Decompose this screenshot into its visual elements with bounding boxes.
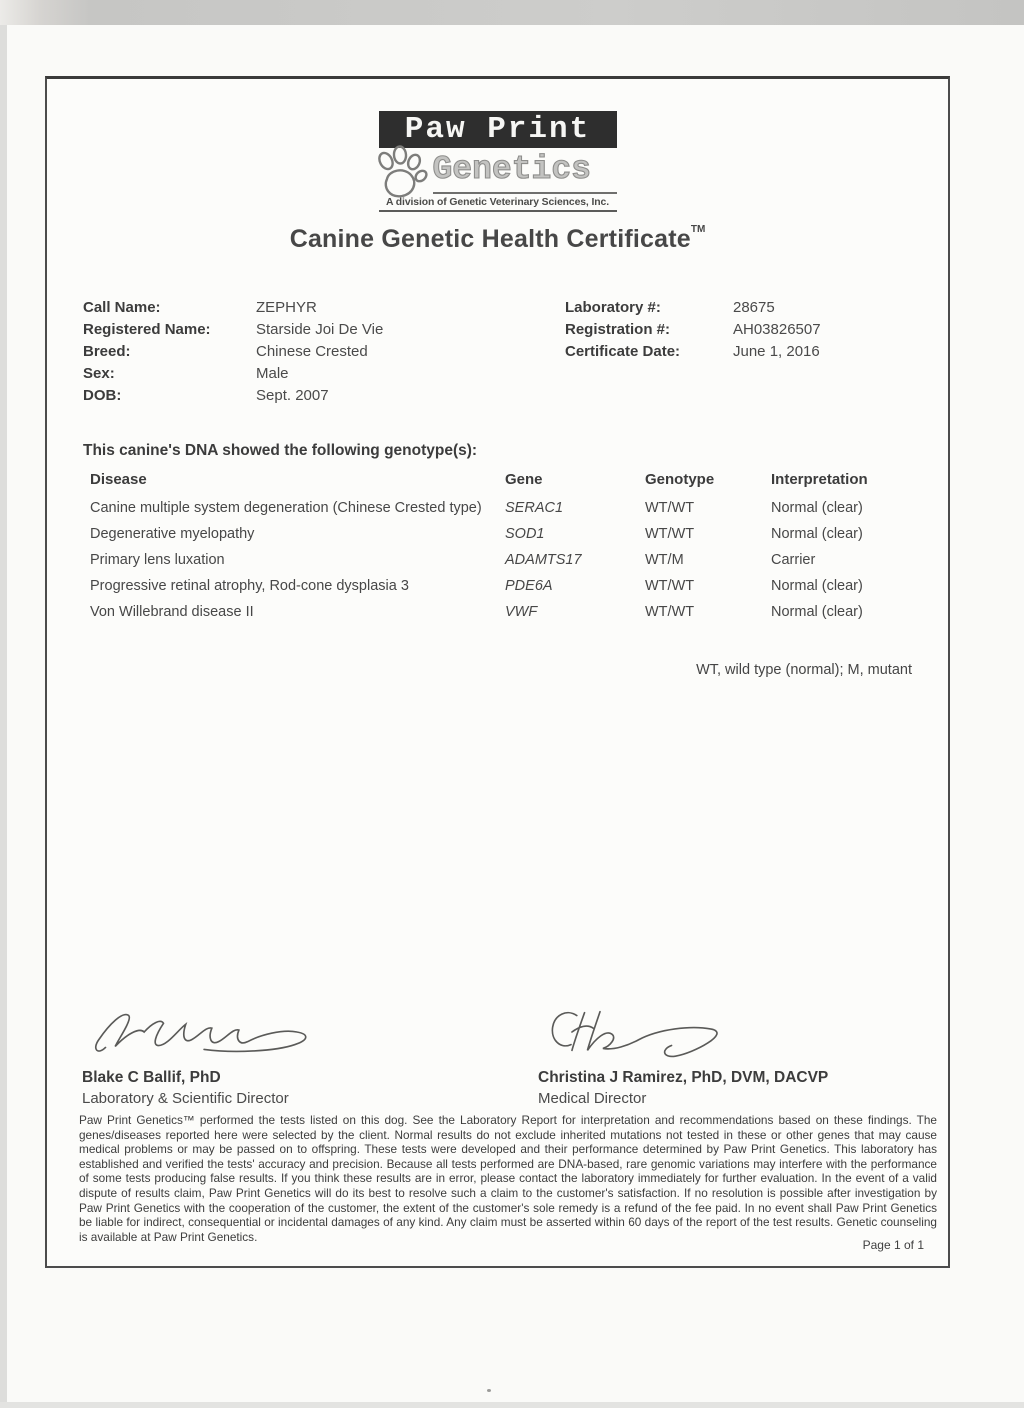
cell-gene: PDE6A	[505, 578, 553, 594]
signature-section	[82, 1003, 922, 1107]
cell-genotype: WT/M	[645, 552, 684, 568]
field-call-name	[83, 297, 565, 319]
column-header-interpretation: Interpretation	[771, 471, 868, 488]
field-dob	[83, 385, 565, 407]
cell-disease: Progressive retinal atrophy, Rod-cone dysplasia 3	[90, 578, 409, 594]
field-sex	[83, 363, 565, 385]
scanner-edge-left	[0, 25, 7, 1408]
column-header-disease: Disease	[90, 471, 147, 488]
logo-wordmark-top: Paw Print	[379, 111, 617, 148]
signer-name: Blake C Ballif, PhD	[82, 1069, 221, 1086]
page-title	[47, 225, 948, 254]
signer-title: Medical Director	[538, 1090, 647, 1107]
trademark-mark: TM	[690, 223, 706, 235]
disclaimer-text: Paw Print Genetics™ performed the tests listed on this dog. See the Laboratory Report for interpretation and recommendations based on these findings. The genes/diseases reported here were selected by the client. Normal results do not exclude inherited mutations not tested in these or other genes that may cause medical problems or may be passed on to offspring. These tests were developed and their performance determined by Paw Print Genetics. This laboratory has established and verified the tests' accuracy and precision. Because all tests performed are DNA-based, rare genomic variations may interfere with the performance of some tests producing false results. If you think these results are in error, please contact the laboratory immediately for further evaluation. In the event of a valid dispute of results claim, Paw Print Genetics will do its best to resolve such a claim to the customer's satisfaction. If no resolution is possible after investigation by Paw Print Genetics with the cooperation of the customer, the extent of the customer's sole remedy is a refund of the fee paid. In no event shall Paw Print Genetics be liable for indirect, consequential or incidental damages of any kind. Any claim must be asserted within 60 days of the report of the test results. Genetic counseling is available at Paw Print Genetics.	[79, 1113, 937, 1244]
cell-gene: VWF	[505, 604, 538, 620]
field-label: DOB:	[83, 387, 122, 404]
signature-christina-ramirez	[538, 1003, 778, 1061]
cell-gene: SERAC1	[505, 500, 564, 516]
cell-interpretation: Normal (clear)	[771, 604, 863, 620]
certificate-info	[83, 297, 922, 407]
cell-disease: Primary lens luxation	[90, 552, 225, 568]
cell-gene: ADAMTS17	[505, 552, 582, 568]
field-value: Sept. 2007	[256, 387, 329, 404]
cell-genotype: WT/WT	[645, 500, 695, 516]
logo-tagline: A division of Genetic Veterinary Sciences, Inc.	[379, 197, 617, 212]
field-registered-name	[83, 319, 565, 341]
field-label: Certificate Date:	[565, 343, 681, 360]
field-label: Breed:	[83, 343, 131, 360]
signature-block-lab-director	[82, 1003, 538, 1107]
cell-interpretation: Normal (clear)	[771, 500, 863, 516]
paw-print-icon	[371, 145, 429, 203]
signature-blake-ballif	[82, 1003, 332, 1061]
genotype-legend: WT, wild type (normal); M, mutant	[696, 662, 912, 678]
signature-block-medical-director	[538, 1003, 922, 1107]
field-value: Male	[256, 365, 289, 382]
cell-interpretation: Normal (clear)	[771, 578, 863, 594]
scanner-edge-bottom	[0, 1402, 1024, 1408]
page-title-text: Canine Genetic Health Certificate	[289, 225, 691, 253]
lab-info-column	[565, 297, 922, 407]
column-header-gene: Gene	[505, 471, 543, 488]
column-header-genotype: Genotype	[645, 471, 715, 488]
field-label: Registration #:	[565, 321, 671, 338]
cell-genotype: WT/WT	[645, 526, 695, 542]
cell-genotype: WT/WT	[645, 604, 695, 620]
field-certificate-date	[565, 341, 922, 363]
field-label: Sex:	[83, 365, 115, 382]
field-registration-number	[565, 319, 922, 341]
cell-interpretation: Normal (clear)	[771, 526, 863, 542]
field-value: Starside Joi De Vie	[256, 321, 384, 338]
cell-disease: Degenerative myelopathy	[90, 526, 255, 542]
cell-genotype: WT/WT	[645, 578, 695, 594]
field-value: Chinese Crested	[256, 343, 368, 360]
field-label: Registered Name:	[83, 321, 211, 338]
certificate-frame	[45, 76, 950, 1268]
field-label: Laboratory #:	[565, 299, 661, 316]
field-label: Call Name:	[83, 299, 161, 316]
logo-wordmark-bottom: Genetics	[433, 149, 617, 194]
cell-disease: Von Willebrand disease II	[90, 604, 254, 620]
scanner-edge-top	[0, 0, 1024, 25]
subject-info-column	[83, 297, 565, 407]
field-value: ZEPHYR	[256, 299, 317, 316]
signer-title: Laboratory & Scientific Director	[82, 1090, 289, 1107]
cell-gene: SOD1	[505, 526, 545, 542]
logo-wordmark-row	[379, 149, 617, 195]
paw-print-genetics-logo	[379, 111, 617, 212]
genotype-results-table	[90, 471, 914, 621]
scan-artifact-dot	[487, 1389, 491, 1392]
field-value: June 1, 2016	[733, 343, 820, 360]
field-value: AH03826507	[733, 321, 821, 338]
field-laboratory-number	[565, 297, 922, 319]
signer-name: Christina J Ramirez, PhD, DVM, DACVP	[538, 1069, 829, 1086]
results-heading: This canine's DNA showed the following genotype(s):	[83, 442, 478, 459]
page-number: Page 1 of 1	[862, 1238, 924, 1252]
cell-disease: Canine multiple system degeneration (Chinese Crested type)	[90, 500, 482, 516]
cell-interpretation: Carrier	[771, 552, 816, 568]
field-value: 28675	[733, 299, 775, 316]
field-breed	[83, 341, 565, 363]
